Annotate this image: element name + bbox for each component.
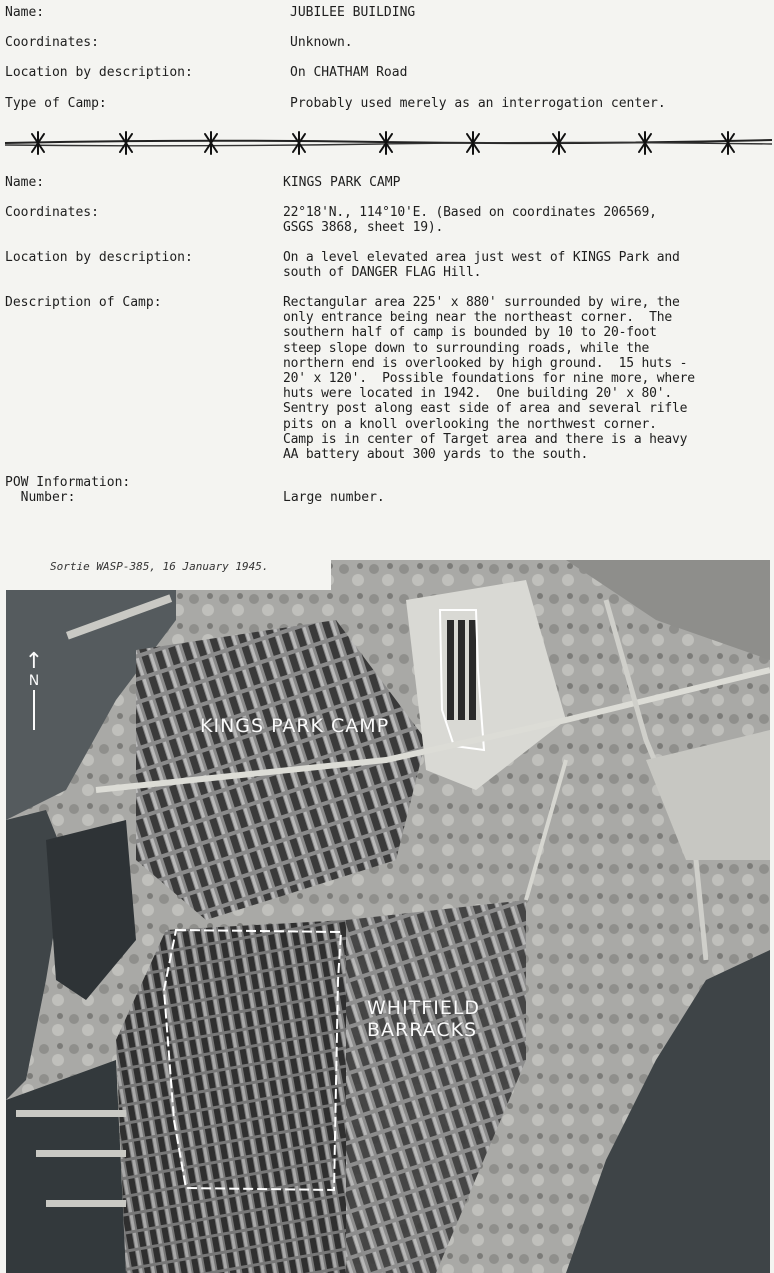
entry2-name-value: KINGS PARK CAMP [283, 175, 401, 190]
barbed-wire-divider [0, 128, 774, 158]
entry1-coords-label: Coordinates: [5, 35, 99, 50]
entry2-description-label: Description of Camp: [5, 295, 162, 310]
aerial-photograph [6, 560, 770, 1273]
entry1-name-value: JUBILEE BUILDING [290, 5, 416, 20]
entry2-description-value: Rectangular area 225' x 880' surrounded by wire, the only entrance being near the northeast corner. The southern half of camp is bounded by 10 to 20-foot steep slope down to surrounding roads, while the northern end is overlooked by high ground. 15 huts - 20' x 120'. Possible foundations for nine more, where huts were located in 1942. One building 20' x 80'. Sentry post along east side of area and several rifle pits on a knoll overlooking the northwest corner. Camp is in center of Target area and there is a heavy AA battery about 300 yards to the south. [283, 295, 695, 463]
entry2-number-label: Number: [5, 490, 76, 505]
north-letter: N [28, 673, 40, 689]
label-kings-park-camp: KINGS PARK CAMP [200, 715, 390, 737]
entry1-location-label: Location by description: [5, 65, 193, 80]
entry2-coords-value: 22°18'N., 114°10'E. (Based on coordinates 206569, GSGS 3868, sheet 19). [283, 205, 657, 236]
north-arrow-shaft [33, 690, 35, 730]
photo-caption: Sortie WASP-385, 16 January 1945. [50, 560, 269, 573]
entry1-coords-value: Unknown. [290, 35, 353, 50]
entry1-name-label: Name: [5, 5, 45, 20]
entry2-coords-label: Coordinates: [5, 205, 99, 220]
entry2-name-label: Name: [5, 175, 45, 190]
entry2-location-label: Location by description: [5, 250, 193, 265]
entry1-type-label: Type of Camp: [5, 96, 107, 111]
entry2-location-value: On a level elevated area just west of KINGS Park and south of DANGER FLAG Hill. [283, 250, 680, 281]
label-whitfield-barracks: WHITFIELD BARRACKS [367, 997, 481, 1041]
entry1-location-value: On CHATHAM Road [290, 65, 408, 80]
north-arrow-icon: ↑ [24, 649, 44, 674]
entry1-type-value: Probably used merely as an interrogation center. [290, 96, 666, 111]
north-arrow [22, 649, 46, 730]
entry2-number-value: Large number. [283, 490, 385, 505]
entry2-pow-label: POW Information: [5, 475, 131, 490]
